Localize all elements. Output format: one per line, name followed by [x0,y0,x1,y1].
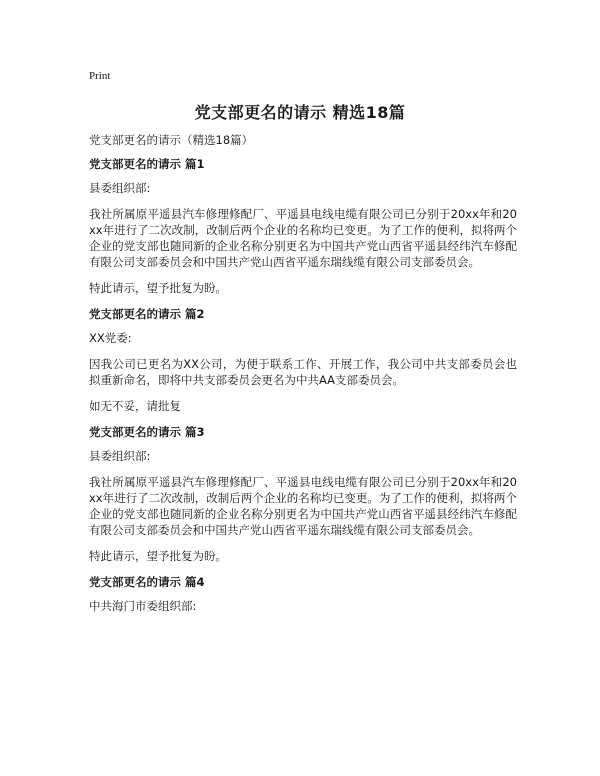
section-title-4: 党支部更名的请示 篇4 [89,575,205,589]
print-label: Print [89,70,111,82]
document-subtitle: 党支部更名的请示（精选18篇） [89,133,254,147]
section-addressee-4: 中共海门市委组织部: [89,599,197,613]
section-body-2: 因我公司已更名为XX公司，为便于联系工作、开展工作，我公司中共支部委员会也拟重新命名，即将中共支部委员会更名为中共AA支部委员会。 [89,357,517,387]
section-closing-3: 特此请示，望予批复为盼。 [89,549,227,563]
section-title-1: 党支部更名的请示 篇1 [89,157,205,171]
section-body-1: 我社所属原平遥县汽车修理修配厂、平遥县电线电缆有限公司已分别于20xx年和20xx年进行了二次改制，改制后两个企业的名称均已变更。为了工作的便利，拟将两个企业的党支部也随同新的企业名称分别更名为中国共产党山西省平遥县经纬汽车修配有限公司支部委员会和中国共产党山西省平遥东瑞线缆有限公司支部委员会。 [89,207,517,269]
document-content [89,132,517,624]
section-addressee-3: 县委组织部: [89,449,151,463]
section-closing-1: 特此请示，望予批复为盼。 [89,281,227,295]
section-addressee-2: XX党委: [89,331,132,345]
section-addressee-1: 县委组织部: [89,181,151,195]
document-title: 党支部更名的请示 精选18篇 [194,103,406,122]
section-title-3: 党支部更名的请示 篇3 [89,425,205,439]
section-title-2: 党支部更名的请示 篇2 [89,307,205,321]
section-closing-2: 如无不妥，请批复 [89,399,181,413]
section-body-3: 我社所属原平遥县汽车修理修配厂、平遥县电线电缆有限公司已分别于20xx年和20xx年进行了二次改制，改制后两个企业的名称均已变更。为了工作的便利，拟将两个企业的党支部也随同新的企业名称分别更名为中国共产党山西省平遥县经纬汽车修配有限公司支部委员会和中国共产党山西省平遥东瑞线缆有限公司支部委员会。 [89,475,517,537]
